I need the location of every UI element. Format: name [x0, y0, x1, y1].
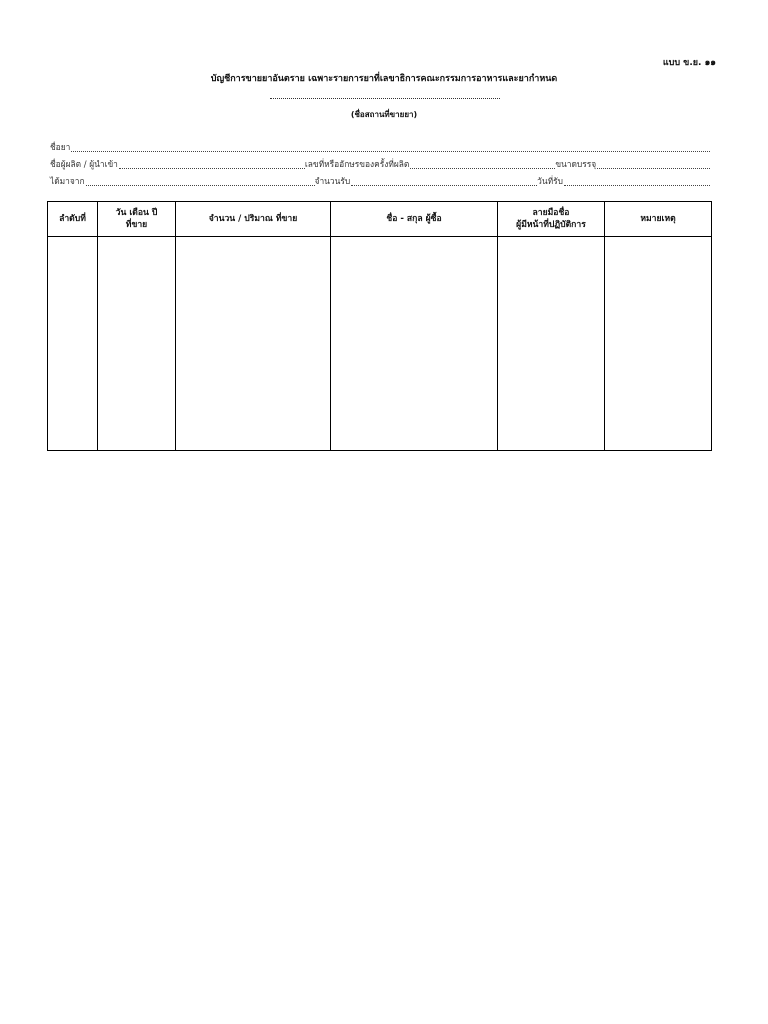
quantity-cell[interactable] [176, 237, 331, 451]
quantity-received-label: จำนวนรับ [314, 176, 351, 186]
col-header-remarks: หมายเหตุ [605, 202, 712, 237]
quantity-received-field[interactable] [351, 176, 537, 186]
package-size-label: ขนาดบรรจุ [555, 159, 597, 169]
sequence-cell[interactable] [48, 237, 98, 451]
form-title: บัญชีการขายยาอันตราย เฉพาะรายการยาที่เลขาธิการคณะกรรมการอาหารและยากำหนด [210, 74, 558, 84]
lot-number-field[interactable] [410, 159, 555, 169]
manufacturer-label: ชื่อผู้ผลิต / ผู้นำเข้า [50, 159, 118, 169]
sales-record-table-wrapper [47, 201, 711, 450]
col-header-sequence: ลำดับที่ [48, 202, 98, 237]
drug-name-label: ชื่อยา [50, 142, 71, 152]
drug-info-fields [50, 137, 710, 188]
drug-name-field[interactable] [71, 142, 710, 152]
sales-record-table [47, 201, 712, 451]
table-row [48, 237, 712, 451]
shop-name-line[interactable] [270, 98, 500, 99]
col-header-buyer-name: ชื่อ - สกุล ผู้ซื้อ [331, 202, 498, 237]
table-header-row [48, 202, 712, 237]
signature-cell[interactable] [498, 237, 605, 451]
received-from-label: ได้มาจาก [50, 176, 85, 186]
date-received-field[interactable] [564, 176, 710, 186]
lot-number-label: เลขที่หรืออักษรของครั้งที่ผลิต [304, 159, 410, 169]
received-row [50, 171, 710, 188]
received-from-field[interactable] [86, 176, 315, 186]
drug-name-row [50, 137, 710, 154]
package-size-field[interactable] [597, 159, 710, 169]
shop-name-caption: (ชื่อสถานที่ขายยา) [350, 110, 418, 119]
form-code: แบบ ข.ย. ๑๑ [662, 58, 716, 68]
buyer-name-cell[interactable] [331, 237, 498, 451]
sale-date-cell[interactable] [98, 237, 176, 451]
manufacturer-field[interactable] [119, 159, 305, 169]
date-received-label: วันที่รับ [537, 176, 563, 186]
col-header-quantity: จำนวน / ปริมาณ ที่ขาย [176, 202, 331, 237]
col-header-sale-date: วัน เดือน ปี ที่ขาย [98, 202, 176, 237]
manufacturer-row [50, 154, 710, 171]
remarks-cell[interactable] [605, 237, 712, 451]
col-header-pharmacist-signature: ลายมือชื่อ ผู้มีหน้าที่ปฏิบัติการ [498, 202, 605, 237]
